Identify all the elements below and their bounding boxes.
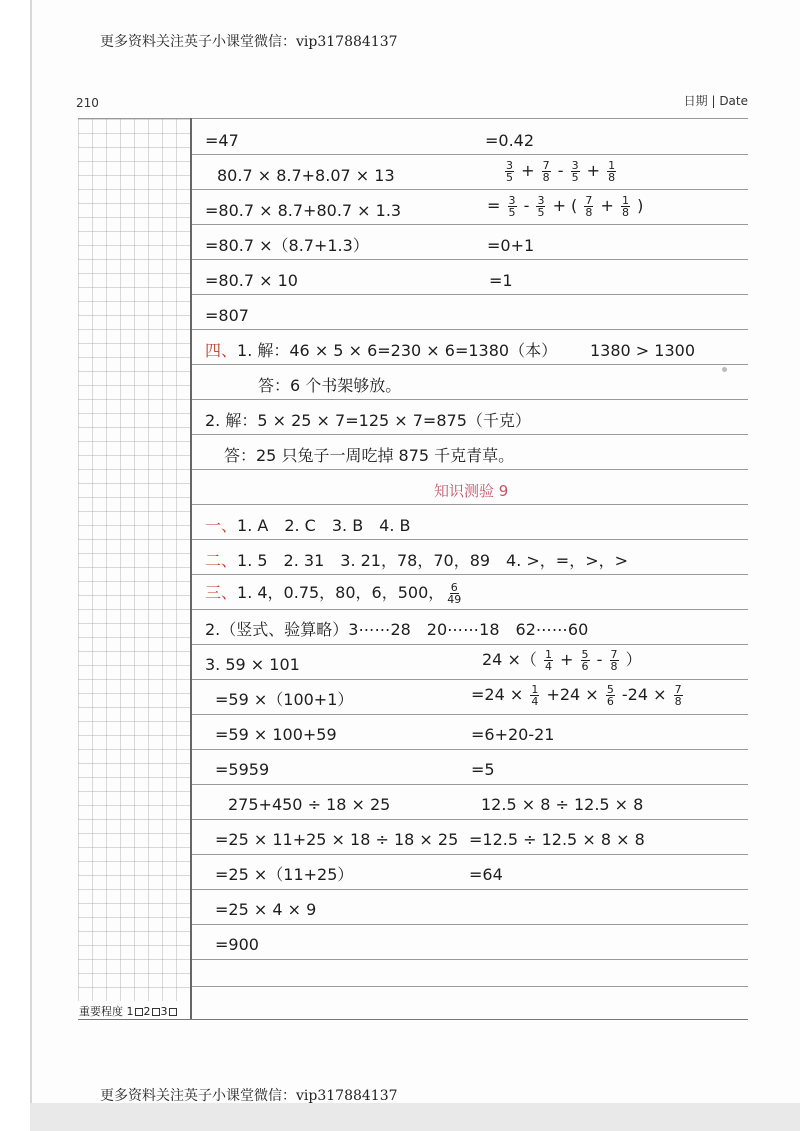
answer-line: [205, 341, 557, 361]
denominator: 49: [447, 593, 462, 606]
fraction-expression: [471, 684, 685, 707]
answer-line: 80.7 × 8.7+8.07 × 13: [217, 166, 395, 185]
answer-line: =47: [205, 131, 239, 150]
answer-line: =80.7 × 8.7+80.7 × 1.3: [205, 201, 402, 220]
numerator: 1: [544, 648, 552, 661]
operator: -: [596, 650, 603, 669]
answer-line: =6+20-21: [471, 725, 555, 744]
importance-rating: [79, 1003, 178, 1019]
answer-line: 2.（竖式、验算略）3⋯⋯28 20⋯⋯18 62⋯⋯60: [205, 620, 589, 639]
numerator: 3: [571, 159, 579, 172]
denominator: 8: [608, 171, 616, 184]
ruled-line: [192, 784, 748, 785]
operator: =: [487, 196, 501, 215]
ruled-line: [192, 504, 748, 505]
checkbox-icon[interactable]: [135, 1008, 143, 1016]
answer-line: 1380 > 1300: [590, 341, 696, 360]
answer-line: =0.42: [485, 131, 535, 150]
numerator: 7: [674, 683, 682, 696]
answer-line: =59 × 100+59: [215, 725, 337, 744]
ruled-line: [192, 609, 748, 610]
section-marker: 四、: [205, 341, 238, 360]
ruled-line: [192, 294, 748, 295]
denominator: 4: [544, 660, 552, 673]
section-marker: 二、: [205, 551, 238, 570]
date-label: 日期 | Date: [683, 94, 748, 108]
sheet-bottom-border: [78, 1019, 748, 1020]
ruled-line: [192, 259, 748, 260]
answer-line: 275+450 ÷ 18 × 25: [228, 795, 391, 814]
denominator: 6: [581, 660, 589, 673]
denominator: 5: [506, 171, 513, 184]
operator: -: [557, 161, 564, 180]
numerator: 6: [450, 581, 458, 594]
ruled-line: [192, 329, 748, 330]
section-marker: 一、: [205, 516, 238, 535]
answer-line: =1: [489, 271, 513, 290]
denominator: 8: [610, 660, 618, 673]
numerator: 1: [621, 194, 629, 207]
answer-line: 答：6 个书架够放。: [258, 376, 402, 395]
numerator: 1: [608, 159, 616, 172]
checkbox-icon[interactable]: [152, 1008, 160, 1016]
fraction: [542, 160, 551, 183]
fraction: [584, 195, 593, 218]
answer-line: 3. 59 × 101: [205, 655, 300, 674]
denominator: 8: [542, 171, 550, 184]
answer-text: 1. A 2. C 3. B 4. B: [237, 516, 411, 535]
ruled-line: [192, 986, 748, 987]
denominator: 8: [621, 206, 629, 219]
numerator: 7: [542, 159, 550, 172]
answer-line: [205, 516, 411, 536]
numerator: 3: [506, 159, 513, 172]
answer-text: 1. 4，0.75，80，6，500，: [237, 583, 445, 602]
numerator: 5: [606, 683, 614, 696]
operator: -24 ×: [621, 685, 667, 704]
answer-line: =900: [215, 935, 259, 954]
section-title: 知识测验 9: [434, 482, 509, 500]
fraction: [610, 649, 619, 672]
importance-level-1: 1: [126, 1005, 134, 1018]
ruled-line: [192, 644, 748, 645]
ruled-line: [192, 574, 748, 575]
denominator: 8: [674, 695, 682, 708]
answer-text: 1. 5 2. 31 3. 21，78，70，89 4. >，=，>，>: [237, 551, 629, 570]
answer-line: =0+1: [487, 236, 535, 255]
fraction-expression: [503, 160, 618, 183]
checkbox-icon[interactable]: [169, 1008, 177, 1016]
operator: +: [560, 650, 574, 669]
fraction-expression: [487, 195, 643, 218]
fraction: [581, 649, 590, 672]
ruled-line: [192, 854, 748, 855]
numerator: 7: [610, 648, 618, 661]
fraction: [508, 195, 517, 218]
numerator: 1: [531, 683, 539, 696]
answer-line: [205, 582, 464, 605]
ruled-line: [192, 749, 748, 750]
fraction: [530, 684, 539, 707]
denominator: 5: [571, 171, 579, 184]
denominator: 6: [606, 695, 614, 708]
answer-line: =5959: [215, 760, 270, 779]
operator: +24 ×: [546, 685, 599, 704]
operator: -: [523, 196, 530, 215]
numerator: 3: [537, 194, 545, 207]
fraction: [536, 195, 545, 218]
section-marker: 三、: [205, 583, 238, 602]
watermark-bottom: 更多资料关注英子小课堂微信：vip317884137: [100, 1088, 398, 1104]
ruled-line: [192, 819, 748, 820]
answer-line: =80.7 ×（8.7+1.3）: [205, 236, 369, 255]
scan-speck: [722, 367, 727, 372]
denominator: 5: [537, 206, 545, 219]
answer-line: 答：25 只兔子一周吃掉 875 千克青草。: [224, 446, 515, 465]
answer-line: =25 ×（11+25）: [215, 865, 354, 884]
answer-line: =12.5 ÷ 12.5 × 8 × 8: [469, 830, 645, 849]
answer-line: =64: [469, 865, 503, 884]
ruled-line: [192, 154, 748, 155]
fraction: [621, 195, 630, 218]
ruled-line: [192, 889, 748, 890]
answer-line: 2. 解：5 × 25 × 7=125 × 7=875（千克）: [205, 411, 531, 430]
margin-grid: [78, 119, 190, 1001]
denominator: 4: [531, 695, 539, 708]
answer-line: =25 × 11+25 × 18 ÷ 18 × 25: [215, 830, 459, 849]
answer-line: 12.5 × 8 ÷ 12.5 × 8: [481, 795, 644, 814]
fraction: [571, 160, 580, 183]
denominator: 8: [585, 206, 593, 219]
operator: +: [586, 161, 601, 180]
answer-line: =80.7 × 10: [205, 271, 298, 290]
fraction: [607, 160, 616, 183]
fraction: [544, 649, 553, 672]
ruled-line: [192, 679, 748, 680]
operator: +: [521, 161, 535, 180]
answer-line: =25 × 4 × 9: [215, 900, 317, 919]
ruled-line: [192, 189, 748, 190]
ruled-line: [192, 434, 748, 435]
answer-text: 1. 解：46 × 5 × 6=230 × 6=1380（本）: [237, 341, 558, 360]
fraction: [505, 160, 514, 183]
ruled-line: [192, 399, 748, 400]
margin-line: [190, 118, 192, 1020]
ruled-line: [192, 539, 748, 540]
answer-line: [205, 551, 628, 571]
fraction: [606, 684, 615, 707]
ruled-line: [192, 959, 748, 960]
numerator: 5: [581, 648, 589, 661]
importance-level-2: 2: [143, 1005, 151, 1018]
ruled-line: [192, 924, 748, 925]
answer-line: =59 ×（100+1）: [215, 690, 354, 709]
scan-border: [30, 1103, 800, 1131]
answer-line: =807: [205, 306, 249, 325]
fraction: [446, 582, 462, 605]
fraction-expression: [482, 649, 642, 672]
fraction: [674, 684, 683, 707]
importance-label: 重要程度: [79, 1005, 123, 1018]
operator: + (: [552, 196, 578, 215]
denominator: 5: [508, 206, 516, 219]
numerator: 3: [508, 194, 516, 207]
operator: ): [637, 196, 644, 215]
ruled-line: [192, 364, 748, 365]
watermark-top: 更多资料关注英子小课堂微信：vip317884137: [100, 34, 398, 50]
answer-line: =5: [471, 760, 495, 779]
operator: +: [600, 196, 614, 215]
importance-level-3: 3: [160, 1005, 168, 1018]
ruled-line: [192, 714, 748, 715]
operator: =24 ×: [471, 685, 524, 704]
operator: 24 ×（: [482, 650, 537, 669]
ruled-line: [192, 224, 748, 225]
operator: ）: [625, 650, 642, 669]
numerator: 7: [585, 194, 593, 207]
page-number: 210: [76, 96, 99, 110]
ruled-line: [192, 469, 748, 470]
